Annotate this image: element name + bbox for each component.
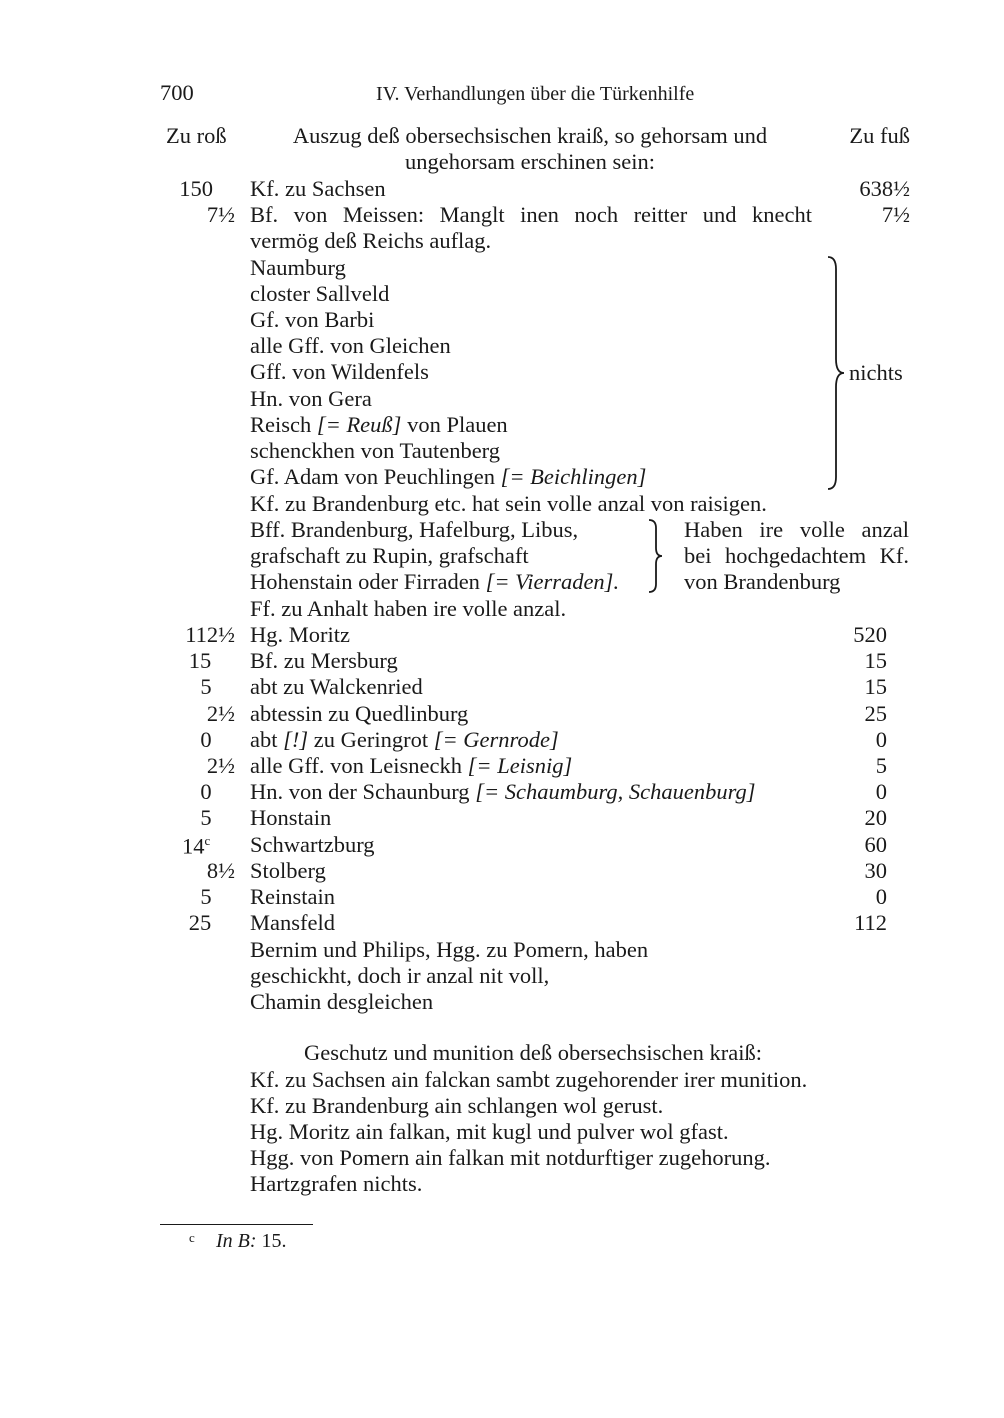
row-text-continued: vermög deß Reichs auflag. <box>250 228 492 253</box>
running-title: IV. Verhandlungen über die Türkenhilfe <box>376 83 695 105</box>
contingent-name: Bf. zu Mersburg <box>250 648 398 673</box>
brandenburg-note-line: Haben ire volle anzal <box>684 517 909 542</box>
contingent-left: 15 <box>188 648 212 673</box>
contingent-right: 25 <box>864 701 887 726</box>
contingent-right: 0 <box>875 779 887 804</box>
col-head-right: Zu fuß <box>849 123 910 148</box>
brandenburg-note-line: bei hochgedachtem Kf. <box>684 543 909 568</box>
contingent-right: 20 <box>864 805 887 830</box>
group-item: Hn. von Gera <box>250 386 372 411</box>
contingent-right: 0 <box>875 727 887 752</box>
artillery-line: Hartzgrafen nichts. <box>250 1171 423 1196</box>
contingent-name: Reinstain <box>250 884 335 909</box>
row-left-value: 150 <box>179 176 213 201</box>
group-item: Reisch [= Reuß] von Plauen <box>250 412 508 437</box>
contingent-name: abt zu Walckenried <box>250 674 423 699</box>
contingent-right: 15 <box>864 674 887 699</box>
contingent-right: 112 <box>854 910 887 935</box>
contingent-right: 15 <box>864 648 887 673</box>
col-head-left: Zu roß <box>166 123 227 148</box>
row-right-value: 638½ <box>859 176 910 201</box>
pomern-line: geschickht, doch ir anzal nit voll, <box>250 963 550 988</box>
contingent-right: 0 <box>875 884 887 909</box>
pomern-line: Bernim und Philips, Hgg. zu Pomern, haben <box>250 937 649 962</box>
contingent-right: 520 <box>853 622 887 647</box>
contingent-left: 25 <box>188 910 212 935</box>
contingent-name: alle Gff. von Leisneckh [= Leisnig] <box>250 753 573 778</box>
footnote-rule <box>160 1224 313 1225</box>
nichts-label: nichts <box>849 360 903 385</box>
contingent-name: Hn. von der Schaunburg [= Schaumburg, Schauenburg] <box>250 779 756 804</box>
contingent-left: 2½ <box>206 701 235 726</box>
contingent-left: 5 <box>200 805 212 830</box>
group-item: Gff. von Wildenfels <box>250 359 429 384</box>
contingent-left: 5 <box>200 884 212 909</box>
contingent-name: Honstain <box>250 805 332 830</box>
row-left-value: 7½ <box>206 202 235 227</box>
group-item: alle Gff. von Gleichen <box>250 333 451 358</box>
footnote-text: In B: 15. <box>216 1230 287 1252</box>
contingent-name: abtessin zu Quedlinburg <box>250 701 469 726</box>
contingent-left: 2½ <box>206 753 235 778</box>
brandenburg-line: Kf. zu Brandenburg etc. hat sein volle anzal von raisigen. <box>250 491 767 516</box>
brandenburg-group-line: grafschaft zu Rupin, grafschaft <box>250 543 529 568</box>
contingent-right: 30 <box>864 858 887 883</box>
group-item: Gf. Adam von Peuchlingen [= Beichlingen] <box>250 464 647 489</box>
contingent-right: 60 <box>864 832 887 857</box>
table-title-line2: ungehorsam erschinen sein: <box>405 149 655 174</box>
row-right-value: 7½ <box>881 202 910 227</box>
group-item: schenckhen von Tautenberg <box>250 438 501 463</box>
contingent-left: 8½ <box>206 858 235 883</box>
artillery-line: Hg. Moritz ain falkan, mit kugl und pulver wol gfast. <box>250 1119 729 1144</box>
contingent-right: 5 <box>875 753 887 778</box>
contingent-left: 0 <box>200 779 212 804</box>
row-text: Kf. zu Sachsen <box>250 176 386 201</box>
contingent-left: 14$^c$ <box>182 833 211 859</box>
contingent-left: 0 <box>200 727 212 752</box>
footnote-mark: c <box>189 1230 195 1245</box>
contingent-name: Schwartzburg <box>250 832 375 857</box>
row-text: Bf. von Meissen: Manglt inen noch reitter und knecht <box>250 202 812 227</box>
table-title-line1: Auszug deß obersechsischen kraiß, so gehorsam und <box>292 123 768 148</box>
right-brace-icon <box>826 255 848 491</box>
contingent-left: 5 <box>200 674 212 699</box>
contingent-name: Hg. Moritz <box>250 622 350 647</box>
artillery-line: Kf. zu Brandenburg ain schlangen wol gerust. <box>250 1093 664 1118</box>
artillery-title: Geschutz und munition deß obersechsischen kraiß: <box>304 1040 763 1065</box>
group-item: closter Sallveld <box>250 281 390 306</box>
anhalt-line: Ff. zu Anhalt haben ire volle anzal. <box>250 596 567 621</box>
brandenburg-group-line: Hohenstain oder Firraden [= Vierraden]. <box>250 569 620 594</box>
pomern-line: Chamin desgleichen <box>250 989 434 1014</box>
group-item: Naumburg <box>250 255 346 280</box>
page-number: 700 <box>160 80 194 105</box>
artillery-line: Hgg. von Pomern ain falkan mit notdurftiger zugehorung. <box>250 1145 771 1170</box>
brandenburg-group-line: Bff. Brandenburg, Hafelburg, Libus, <box>250 517 579 542</box>
contingent-name: abt [!] zu Geringrot [= Gernrode] <box>250 727 559 752</box>
contingent-name: Mansfeld <box>250 910 335 935</box>
group-item: Gf. von Barbi <box>250 307 375 332</box>
contingent-name: Stolberg <box>250 858 326 883</box>
right-brace-icon <box>646 518 666 594</box>
artillery-line: Kf. zu Sachsen ain falckan sambt zugehorender irer munition. <box>250 1067 808 1092</box>
brandenburg-note-line: von Brandenburg <box>684 569 841 594</box>
contingent-left: 112½ <box>185 622 235 647</box>
